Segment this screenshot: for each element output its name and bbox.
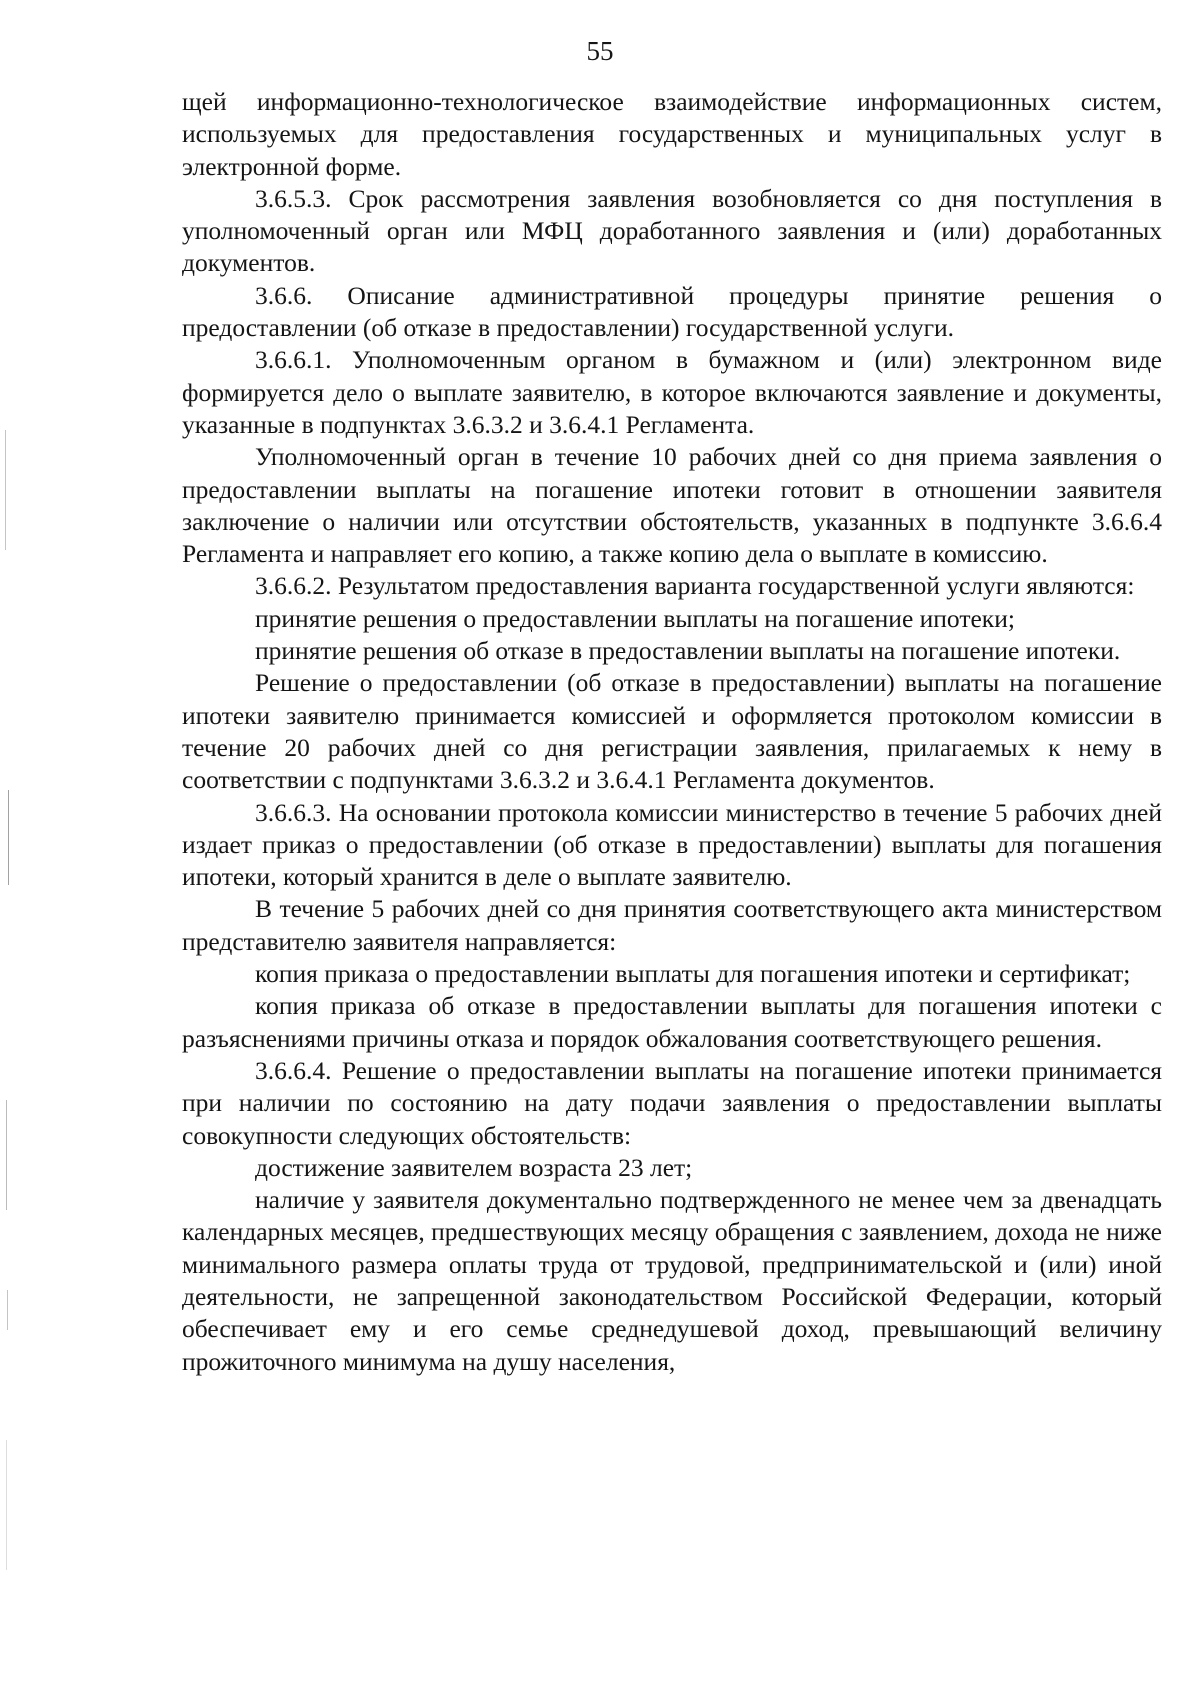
scan-artifact-line: [7, 1290, 8, 1330]
paragraph: 3.6.6. Описание административной процедуры принятие решения о предоставлении (об отказе в предоставлении) государственной услуги.: [182, 280, 1162, 343]
scan-artifact-line: [6, 1440, 7, 1570]
scan-artifact-line: [6, 1100, 7, 1210]
scan-artifact-line: [5, 430, 6, 550]
paragraph: достижение заявителем возраста 23 лет;: [255, 1152, 693, 1182]
paragraph: щей информационно-технологическое взаимодействие информационных систем, используемых для предоставления государственных и муниципальных услуг в электронной форме.: [182, 87, 1162, 181]
paragraph: Уполномоченный орган в течение 10 рабочих дней со дня приема заявления о предоставлении выплаты на погашение ипотеки готовит в отношении заявителя заключение о наличии или отсутствии обстоятельств, указанных в подпункте 3.6.6.4 Регламента и направляет его копию, а также копию дела о выплате в комиссию.: [182, 442, 1162, 569]
paragraph: Решение о предоставлении (об отказе в предоставлении) выплаты на погашение ипотеки заявителю принимается комиссией и оформляется протоколом комиссии в течение 20 рабочих дней со дня регистрации заявления, прилагаемых к нему в соответствии с подпунктами 3.6.3.2 и 3.6.4.1 Регламента документов.: [182, 668, 1162, 795]
paragraph: 3.6.6.1. Уполномоченным органом в бумажном и (или) электронном виде формируется дело о выплате заявителю, в которое включаются заявление и документы, указанные в подпунктах 3.6.3.2 и 3.6.4.1 Регламента.: [182, 345, 1162, 439]
paragraph: 3.6.6.2. Результатом предоставления варианта государственной услуги являются:: [255, 571, 1135, 601]
paragraph: копия приказа об отказе в предоставлении выплаты для погашения ипотеки с разъяснениями причины отказа и порядок обжалования соответствующего решения.: [182, 991, 1162, 1053]
paragraph: наличие у заявителя документально подтвержденного не менее чем за двенадцать календарных месяцев, предшествующих месяцу обращения с заявлением, дохода не ниже минимального размера оплаты труда от трудовой, предпринимательской и (или) иной деятельности, не запрещенной законодательством Российской Федерации, который обеспечивает ему и его семье среднедушевой доход, превышающий величину прожиточного минимума на душу населения,: [182, 1185, 1162, 1376]
paragraph: 3.6.5.3. Срок рассмотрения заявления возобновляется со дня поступления в уполномоченный орган или МФЦ доработанного заявления и (или) доработанных документов.: [182, 183, 1162, 278]
paragraph: принятие решения о предоставлении выплаты на погашение ипотеки;: [255, 603, 1015, 633]
paragraph: 3.6.6.3. На основании протокола комиссии министерство в течение 5 рабочих дней издает приказ о предоставлении (об отказе в предоставлении) выплаты для погашения ипотеки, который хранится в деле о выплате заявителю.: [182, 797, 1162, 892]
page-number: 55: [586, 36, 614, 66]
paragraph: копия приказа о предоставлении выплаты для погашения ипотеки и сертификат;: [255, 959, 1131, 989]
paragraph: В течение 5 рабочих дней со дня принятия соответствующего акта министерством представителю заявителя направляется:: [182, 894, 1162, 956]
scan-artifact-line: [8, 790, 9, 885]
document-body: [182, 86, 1162, 1378]
paragraph: принятие решения об отказе в предоставлении выплаты на погашение ипотеки.: [255, 636, 1121, 666]
paragraph: 3.6.6.4. Решение о предоставлении выплаты на погашение ипотеки принимается при наличии по состоянию на дату подачи заявления о предоставлении выплаты совокупности следующих обстоятельств:: [182, 1055, 1162, 1150]
